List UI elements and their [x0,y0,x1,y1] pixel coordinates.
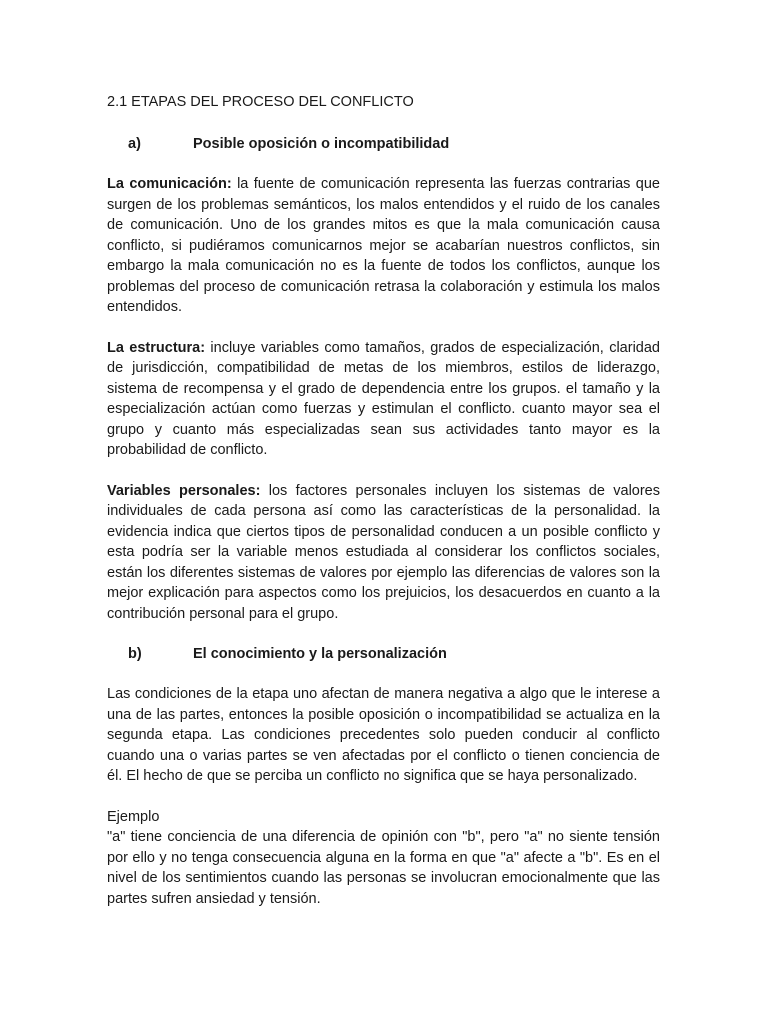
section-b-title: El conocimiento y la personalización [193,646,447,662]
paragraph-variables-personales [107,481,660,625]
term-variables-personales: Variables personales: [107,482,261,499]
section-b-marker: b) [128,646,142,662]
section-a-heading [107,134,660,154]
example-text: "a" tiene conciencia de una diferencia de opinión con "b", pero "a" no siente tensión por ello y no tenga consecuencia alguna en la forma en que "a" afecte a "b". Es en el nivel de los sentimientos cuando las personas se involucran emocionalmente que las partes sufren ansiedad y tensión. [107,829,660,907]
document-page [107,92,660,929]
section-b-heading [107,644,660,664]
document-title: 2.1 ETAPAS DEL PROCESO DEL CONFLICTO [107,94,414,110]
section-a-marker: a) [128,136,141,152]
term-comunicacion: La comunicación: [107,176,232,192]
text-comunicacion: la fuente de comunicación representa las fuerzas contrarias que surgen de los problemas semánticos, los malos entendidos y el ruido de los canales de comunicación. Uno de los grandes mitos es que la mala comunicación causa conflicto, si pudiéramos comunicarnos mejor se acabarían nuestros conflictos, sin embargo la mala comunicación no es la fuente de todos los conflictos, aunque los problemas del proceso de comunicación retrasa la colaboración y estimula los malos entendidos. [107,176,660,315]
term-estructura: La estructura: [107,339,206,356]
paragraph-conocimiento: Las condiciones de la etapa uno afectan de manera negativa a algo que le interese a una de las partes, entonces la posible oposición o incompatibilidad se actualiza en la segunda etapa. Las condiciones precedentes solo pueden conducir al conflicto cuando una o varias partes se ven afectadas por el conflicto o tienen conciencia de él. El hecho de que se perciba un conflicto no significa que se haya personalizado. [107,686,660,784]
text-variables-personales: los factores personales incluyen los sistemas de valores individuales de cada persona así como las características de la personalidad. la evidencia indica que ciertos tipos de personalidad conducen a un posible conflicto y esta podría ser la variable menos estudiada al considerar los conflictos sociales, están los diferentes sistemas de valores por ejemplo las diferencias de valores son la mejor explicación para aspectos como los prejuicios, los desacuerdos en cuanto a la contribución personal para el grupo. [107,482,660,622]
section-a-title: Posible oposición o incompatibilidad [193,136,450,152]
text-estructura: incluye variables como tamaños, grados de especialización, claridad de jurisdicción, compatibilidad de metas de los miembros, estilos de liderazgo, sistema de recompensa y el grado de dependencia entre los grupos. el tamaño y la especialización actúan como fuerzas y estimulan el conflicto. cuanto mayor sea el grupo y cuanto más especializadas sean sus actividades tanto mayor es la probabilidad de conflicto. [107,339,660,458]
example-label: Ejemplo [107,808,160,825]
paragraph-comunicacion [107,174,660,318]
paragraph-estructura [107,338,660,461]
